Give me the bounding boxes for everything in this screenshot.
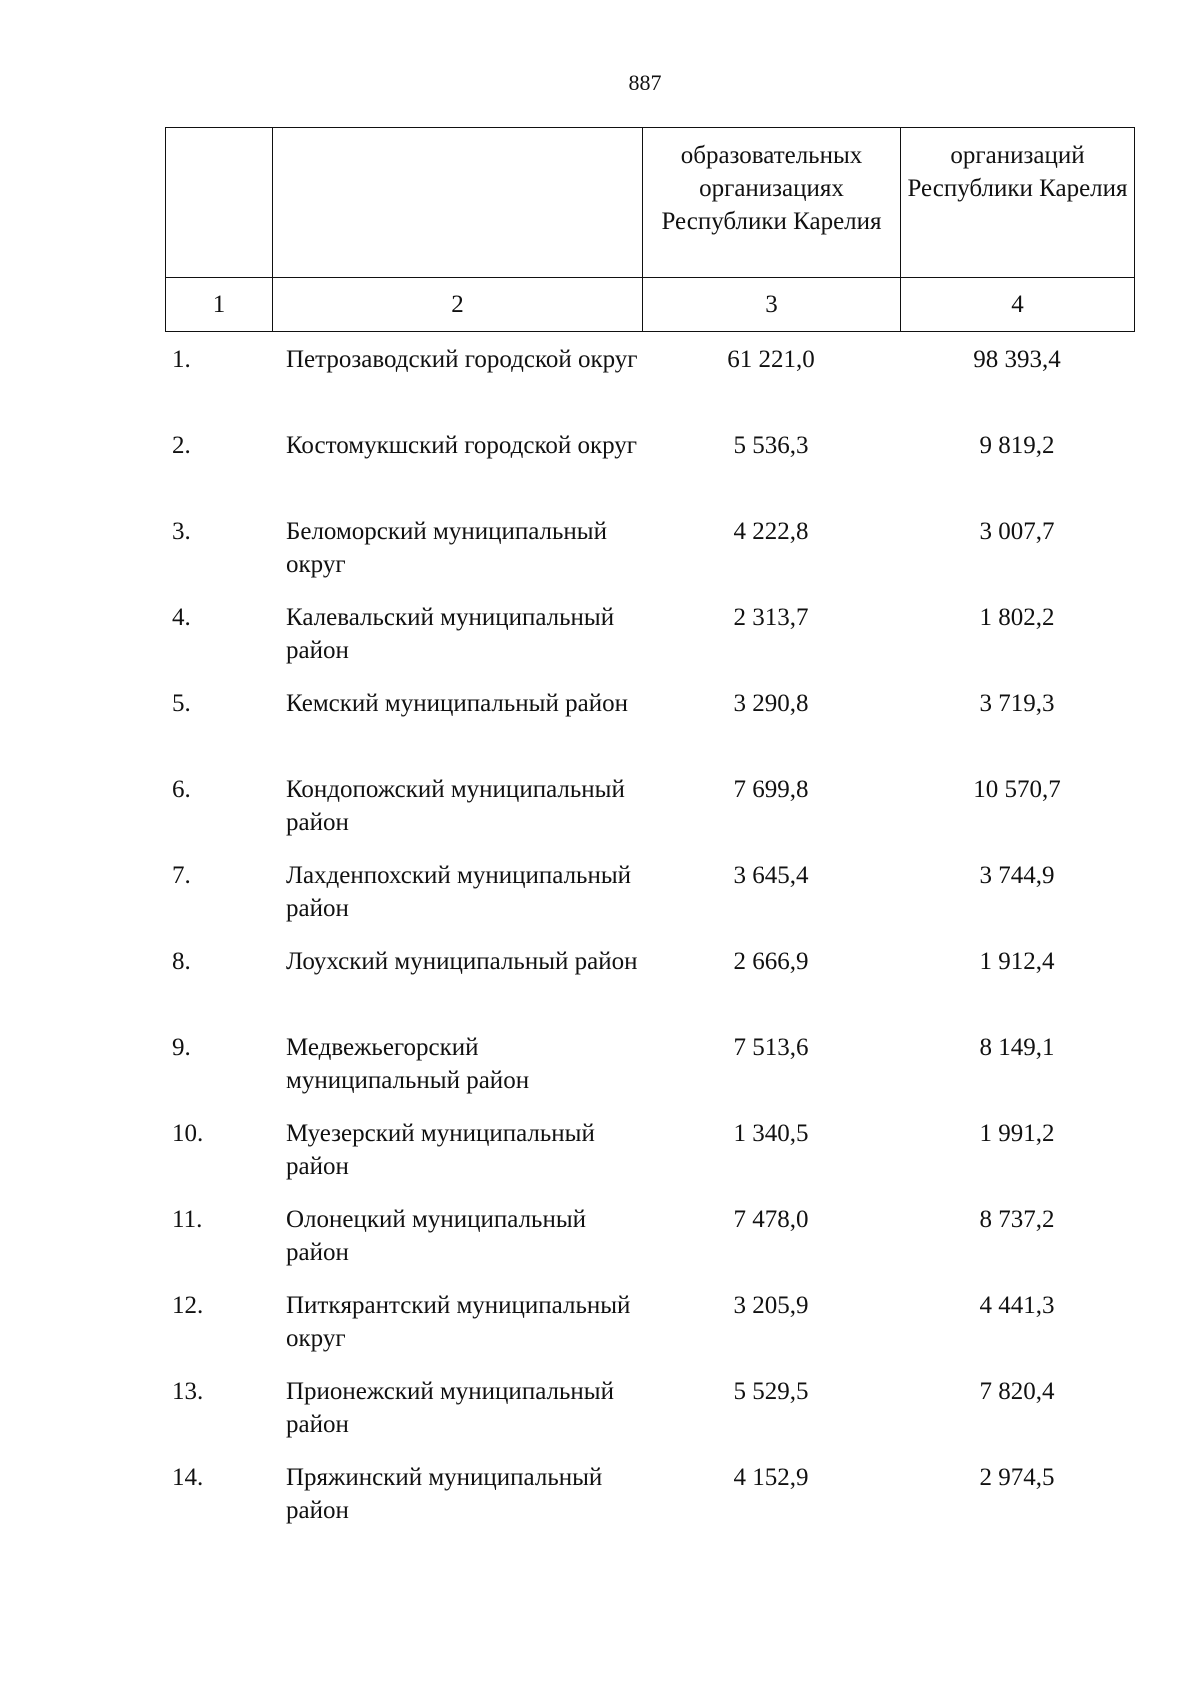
table-row: [165, 1203, 1134, 1289]
table-row: [165, 945, 1134, 1031]
heading-col-2: [273, 128, 643, 278]
table-heading-row: [166, 128, 1135, 278]
municipality-name: Олонецкий муниципальный район: [286, 1206, 586, 1266]
value-col-4: 3 744,9: [979, 862, 1055, 889]
value-col-3: 3 205,9: [733, 1292, 809, 1319]
table-row: [165, 343, 1134, 429]
municipality-name: Кондопожский муниципальный район: [286, 776, 625, 836]
row-number: 11.: [172, 1206, 203, 1233]
value-col-4: 2 974,5: [979, 1464, 1055, 1491]
row-number: 8.: [172, 948, 191, 975]
municipality-name: Питкярантский муниципальный округ: [286, 1292, 631, 1352]
column-index-row: [166, 278, 1135, 332]
value-col-4: 1 802,2: [979, 604, 1055, 631]
row-number: 10.: [172, 1120, 204, 1147]
value-col-4: 9 819,2: [979, 432, 1055, 459]
row-number: 7.: [172, 862, 191, 889]
table-row: [165, 1375, 1134, 1461]
municipality-name: Лоухский муниципальный район: [286, 948, 638, 975]
table-row: [165, 687, 1134, 773]
value-col-4: 10 570,7: [973, 776, 1061, 803]
value-col-4: 3 007,7: [979, 518, 1055, 545]
row-number: 9.: [172, 1034, 191, 1061]
value-col-3: 61 221,0: [727, 346, 815, 373]
row-number: 13.: [172, 1378, 204, 1405]
row-number: 6.: [172, 776, 191, 803]
value-col-3: 4 222,8: [733, 518, 809, 545]
value-col-3: 5 536,3: [733, 432, 809, 459]
municipality-name: Петрозаводский городской округ: [286, 346, 638, 373]
row-number: 2.: [172, 432, 191, 459]
row-number: 1.: [172, 346, 191, 373]
table-row: [165, 1461, 1134, 1547]
table-row: [165, 1117, 1134, 1203]
row-number: 4.: [172, 604, 191, 631]
value-col-3: 4 152,9: [733, 1464, 809, 1491]
table-row: [165, 1289, 1134, 1375]
municipality-name: Прионежский муниципальный район: [286, 1378, 614, 1438]
value-col-3: 2 666,9: [733, 948, 809, 975]
table-header: [165, 127, 1135, 332]
value-col-3: 3 290,8: [733, 690, 809, 717]
column-index-2: 2: [273, 278, 643, 332]
value-col-4: 8 737,2: [979, 1206, 1055, 1233]
heading-col-1: [166, 128, 273, 278]
page-number: 887: [628, 70, 662, 95]
table-row: [165, 429, 1134, 515]
value-col-4: 3 719,3: [979, 690, 1055, 717]
value-col-3: 1 340,5: [733, 1120, 809, 1147]
value-col-3: 7 513,6: [733, 1034, 809, 1061]
table-row: [165, 601, 1134, 687]
municipality-name: Беломорский муниципальный округ: [286, 518, 607, 578]
value-col-4: 1 991,2: [979, 1120, 1055, 1147]
value-col-3: 7 699,8: [733, 776, 809, 803]
row-number: 14.: [172, 1464, 204, 1491]
heading-col-3: образовательных организациях Республики Карелия: [643, 128, 901, 278]
value-col-3: 7 478,0: [733, 1206, 809, 1233]
municipality-name: Пряжинский муниципальный район: [286, 1464, 603, 1524]
table-body: [165, 343, 1134, 1547]
column-index-3: 3: [643, 278, 901, 332]
value-col-3: 5 529,5: [733, 1378, 809, 1405]
value-col-3: 2 313,7: [733, 604, 809, 631]
table-row: [165, 515, 1134, 601]
municipality-name: Муезерский муниципальный район: [286, 1120, 595, 1180]
municipality-name: Калевальский муниципальный район: [286, 604, 615, 664]
value-col-4: 8 149,1: [979, 1034, 1055, 1061]
table-row: [165, 1031, 1134, 1117]
value-col-4: 1 912,4: [979, 948, 1055, 975]
municipality-name: Костомукшский городской округ: [286, 432, 638, 459]
row-number: 3.: [172, 518, 191, 545]
row-number: 12.: [172, 1292, 204, 1319]
heading-col-4: организаций Республики Карелия: [901, 128, 1135, 278]
value-col-4: 98 393,4: [973, 346, 1061, 373]
value-col-3: 3 645,4: [733, 862, 809, 889]
municipality-name: Медвежьегорский муниципальный район: [286, 1034, 530, 1094]
column-index-1: 1: [166, 278, 273, 332]
row-number: 5.: [172, 690, 191, 717]
table-row: [165, 859, 1134, 945]
table-row: [165, 773, 1134, 859]
municipality-name: Кемский муниципальный район: [286, 690, 628, 717]
column-index-4: 4: [901, 278, 1135, 332]
value-col-4: 4 441,3: [979, 1292, 1055, 1319]
value-col-4: 7 820,4: [979, 1378, 1055, 1405]
municipality-name: Лахденпохский муниципальный район: [286, 862, 631, 922]
